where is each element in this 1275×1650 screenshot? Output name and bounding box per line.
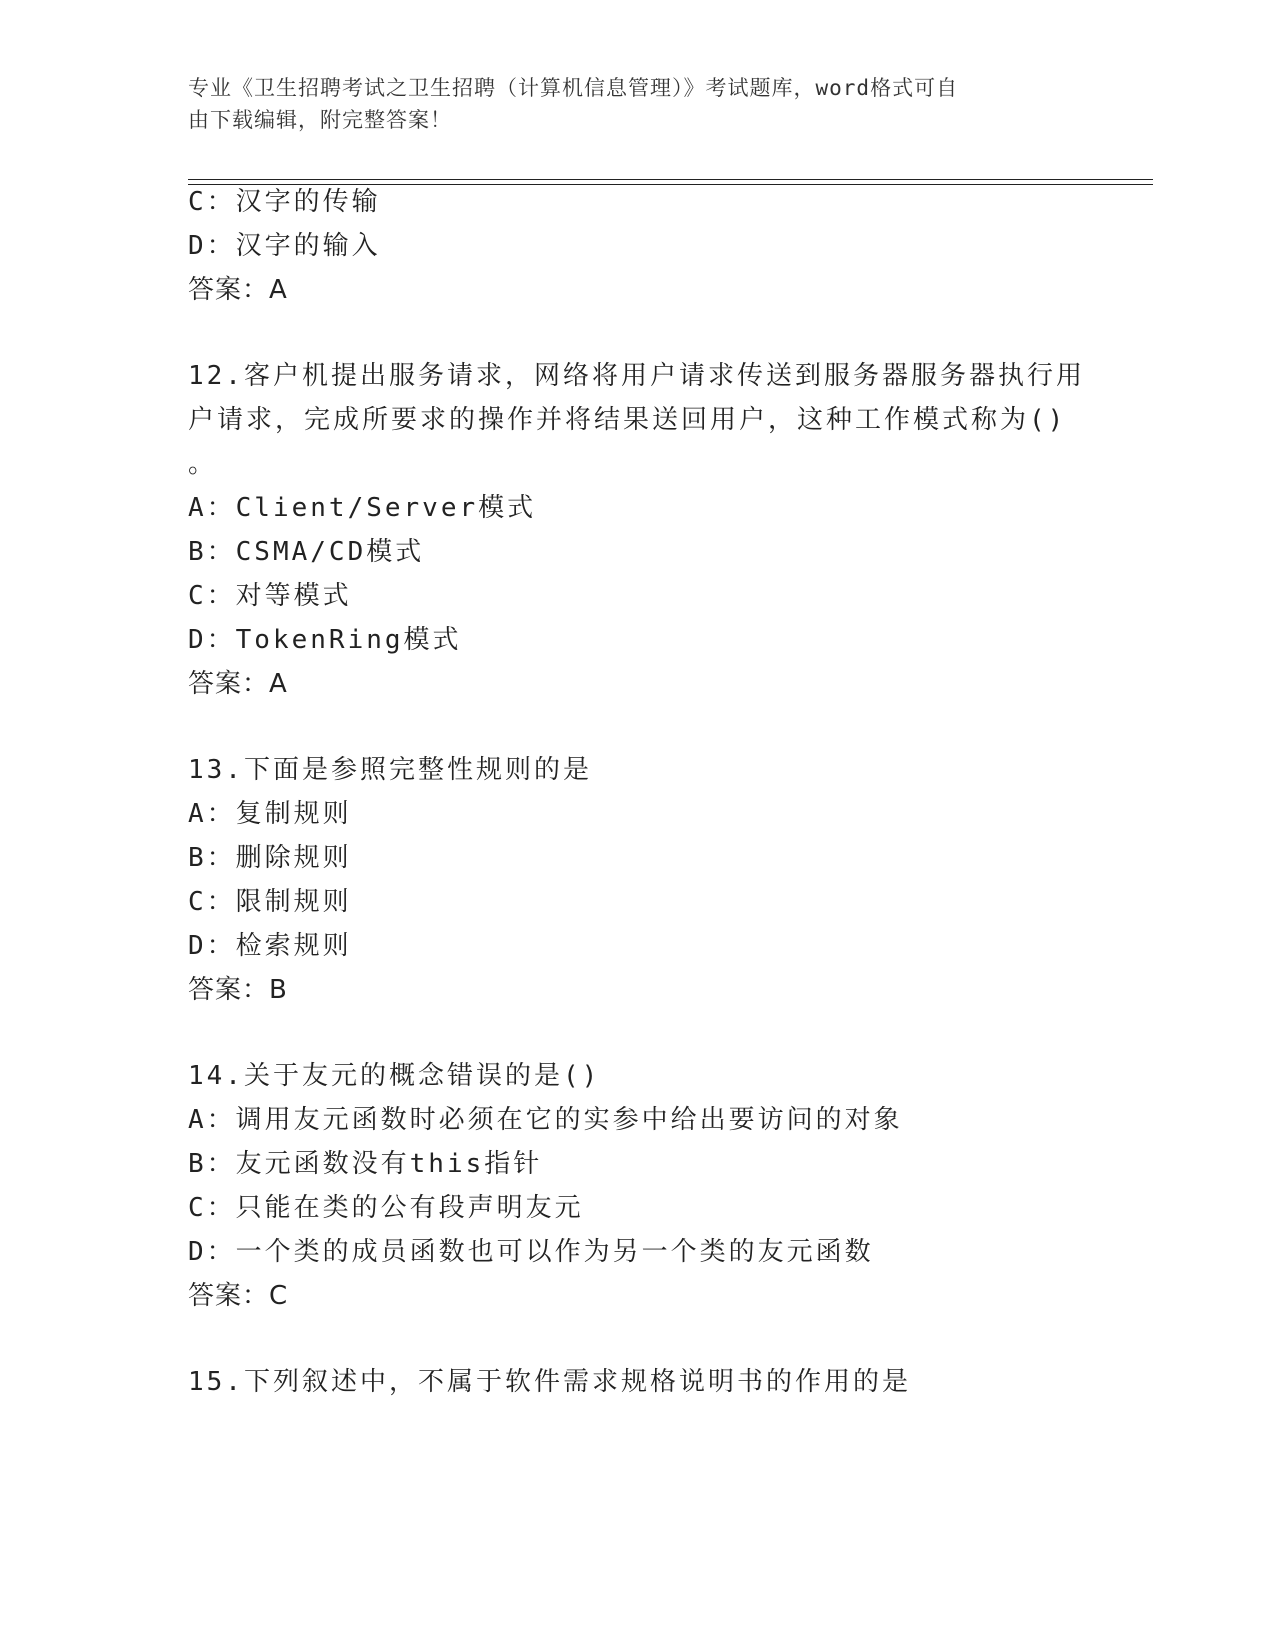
question-stem: 14.关于友元的概念错误的是() bbox=[188, 1061, 601, 1091]
option-c: C：限制规则 bbox=[188, 887, 352, 917]
answer: 答案：A bbox=[188, 669, 288, 699]
header-rule-bottom bbox=[188, 184, 1153, 185]
option-d: D：一个类的成员函数也可以作为另一个类的友元函数 bbox=[188, 1237, 874, 1267]
option-a: A：Client/Server模式 bbox=[188, 493, 537, 523]
document-title bbox=[188, 72, 1068, 136]
option-d: D：TokenRing模式 bbox=[188, 625, 462, 655]
option-a: A：复制规则 bbox=[188, 799, 352, 829]
option-d: D：汉字的输入 bbox=[188, 231, 381, 261]
question-stem: 13.下面是参照完整性规则的是 bbox=[188, 755, 592, 785]
option-d: D：检索规则 bbox=[188, 931, 352, 961]
question-stem: 15.下列叙述中，不属于软件需求规格说明书的作用的是 bbox=[188, 1367, 911, 1397]
option-b: B：删除规则 bbox=[188, 843, 352, 873]
option-b: B：CSMA/CD模式 bbox=[188, 537, 425, 567]
question-stem-line-3: 。 bbox=[188, 449, 218, 479]
answer: 答案：C bbox=[188, 1281, 289, 1311]
option-a: A：调用友元函数时必须在它的实参中给出要访问的对象 bbox=[188, 1105, 903, 1135]
answer: 答案：A bbox=[188, 275, 288, 305]
question-stem-line-2: 户请求，完成所要求的操作并将结果送回用户，这种工作模式称为() bbox=[188, 405, 1067, 435]
option-b: B：友元函数没有this指针 bbox=[188, 1149, 543, 1179]
option-c: C：对等模式 bbox=[188, 581, 352, 611]
title-line-1: 专业《卫生招聘考试之卫生招聘（计算机信息管理）》考试题库，word格式可自 bbox=[188, 76, 959, 100]
answer: 答案：B bbox=[188, 975, 288, 1005]
title-line-2: 由下载编辑，附完整答案！ bbox=[188, 108, 452, 132]
option-c: C：汉字的传输 bbox=[188, 187, 381, 217]
header-rule-top bbox=[188, 179, 1153, 180]
option-c: C：只能在类的公有段声明友元 bbox=[188, 1193, 584, 1223]
question-stem-line-1: 12.客户机提出服务请求，网络将用户请求传送到服务器服务器执行用 bbox=[188, 361, 1085, 391]
